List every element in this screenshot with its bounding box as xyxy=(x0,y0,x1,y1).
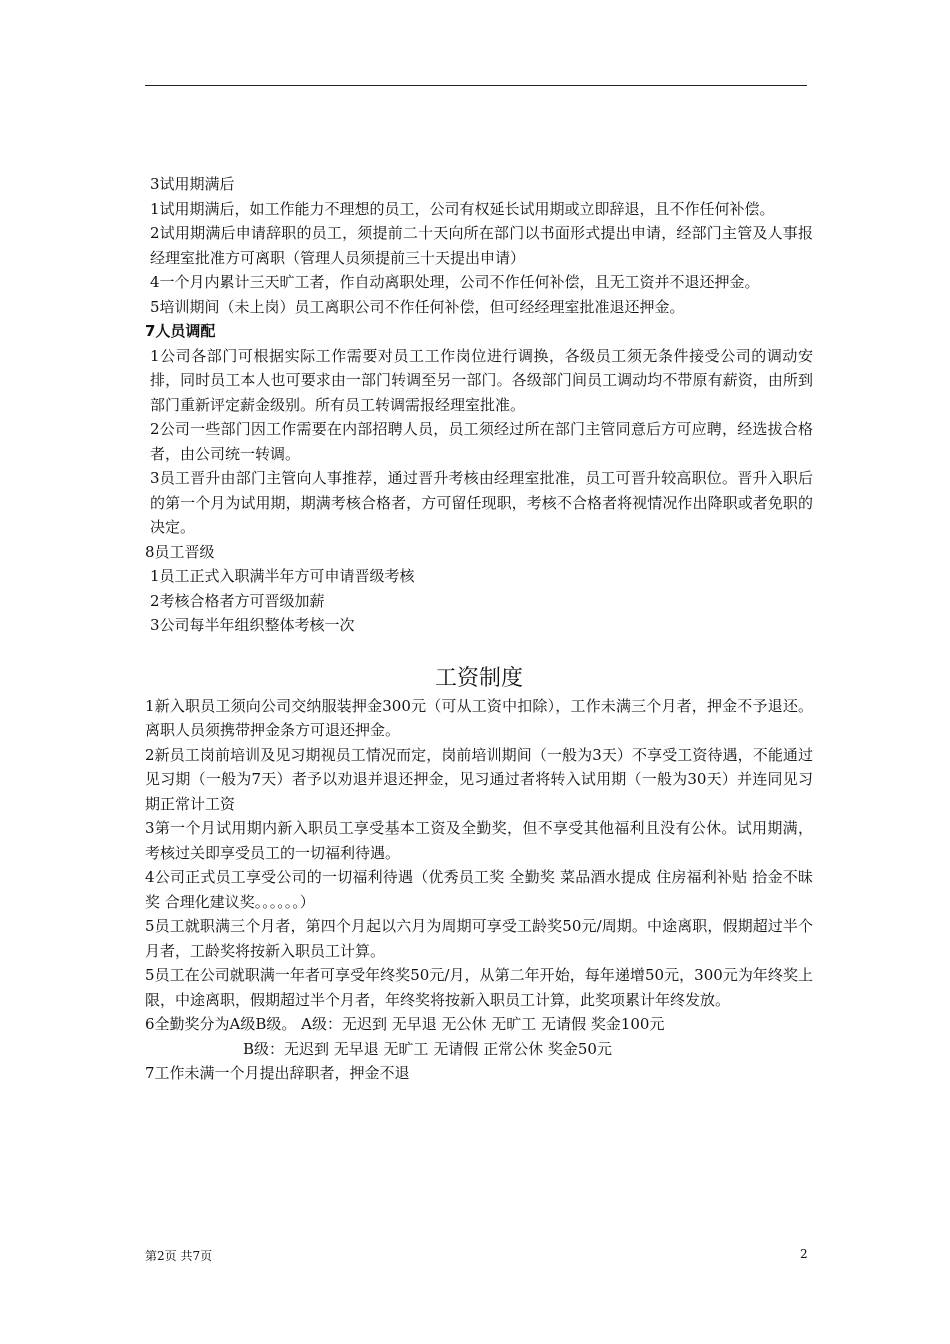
salary-item: 3第一个月试用期内新入职员工享受基本工资及全勤奖，但不享受其他福利且没有公休。试用期满，考核过关即享受员工的一切福利待遇。 xyxy=(145,819,813,862)
salary-item: 4公司正式员工享受公司的一切福利待遇（优秀员工奖 全勤奖 菜品酒水提成 住房福利补贴 拾金不昧奖 合理化建议奖。。。。。。） xyxy=(145,868,813,911)
salary-item-b-level: B级：无迟到 无早退 无旷工 无请假 正常公休 奖金50元 xyxy=(243,1039,612,1058)
salary-title: 工资制度 xyxy=(434,665,523,691)
promotion-item: 3公司每半年组织整体考核一次 xyxy=(150,616,355,634)
promotion-item: 1员工正式入职满半年方可申请晋级考核 xyxy=(150,567,415,585)
promotion-item: 2考核合格者方可晋级加薪 xyxy=(150,591,325,610)
transfer-item: 3员工晋升由部门主管向人事推荐，通过晋升考核由经理室批准，员工可晋升较高职位。晋升入职后的第一个月为试用期，期满考核合格者，方可留任现职，考核不合格者将视情况作出降职或者免职的决定。 xyxy=(150,469,813,536)
transfer-heading: 7人员调配 xyxy=(145,322,216,340)
salary-item: 2新员工岗前培训及见习期视员工情况而定，岗前培训期间（一般为3天）不享受工资待遇，不能通过见习期（一般为7天）者予以劝退并退还押金，见习通过者将转入试用期（一般为30天）并连同见习期正常计工资 xyxy=(145,745,813,813)
salary-item: 7工作未满一个月提出辞职者，押金不退 xyxy=(145,1064,410,1082)
footer-page-number: 2 xyxy=(800,1247,808,1261)
probation-item: 2试用期满后申请辞职的员工，须提前二十天向所在部门以书面形式提出申请，经部门主管及人事报经理室批准方可离职（管理人员须提前三十天提出申请） xyxy=(150,224,813,267)
probation-item: 5培训期间（未上岗）员工离职公司不作任何补偿，但可经经理室批准退还押金。 xyxy=(150,297,685,316)
probation-heading: 3试用期满后 xyxy=(150,175,235,193)
salary-item: 6全勤奖分为A级B级。 A级：无迟到 无早退 无公休 无旷工 无请假 奖金100元 xyxy=(145,1015,665,1033)
salary-item: 1新入职员工须向公司交纳服装押金300元（可从工资中扣除），工作未满三个月者，押金不予退还。离职人员须携带押金条方可退还押金。 xyxy=(145,696,813,739)
document-body xyxy=(145,172,813,1086)
transfer-item: 2公司一些部门因工作需要在内部招聘人员，员工须经过所在部门主管同意后方可应聘，经选拔合格者，由公司统一转调。 xyxy=(150,420,813,463)
transfer-item: 1公司各部门可根据实际工作需要对员工工作岗位进行调换，各级员工须无条件接受公司的调动安排，同时员工本人也可要求由一部门转调至另一部门。各级部门间员工调动均不带原有薪资，由所到部门重新评定薪金级别。所有员工转调需报经理室批准。 xyxy=(150,346,813,414)
salary-item: 5员工就职满三个月者，第四个月起以六月为周期可享受工龄奖50元/周期。中途离职，假期超过半个月者，工龄奖将按新入职员工计算。 xyxy=(145,917,813,960)
probation-item: 4一个月内累计三天旷工者，作自动离职处理，公司不作任何补偿，且无工资并不退还押金。 xyxy=(150,273,760,291)
header-rule xyxy=(145,85,807,86)
salary-item: 5员工在公司就职满一年者可享受年终奖50元/月，从第二年开始，每年递增50元，300元为年终奖上限，中途离职，假期超过半个月者，年终奖将按新入职员工计算，此奖项累计年终发放。 xyxy=(145,966,813,1009)
promotion-heading: 8员工晋级 xyxy=(145,542,215,561)
probation-item: 1试用期满后，如工作能力不理想的员工，公司有权延长试用期或立即辞退，且不作任何补偿。 xyxy=(150,199,775,218)
footer-page-info: 第2页 共7页 xyxy=(145,1249,213,1263)
